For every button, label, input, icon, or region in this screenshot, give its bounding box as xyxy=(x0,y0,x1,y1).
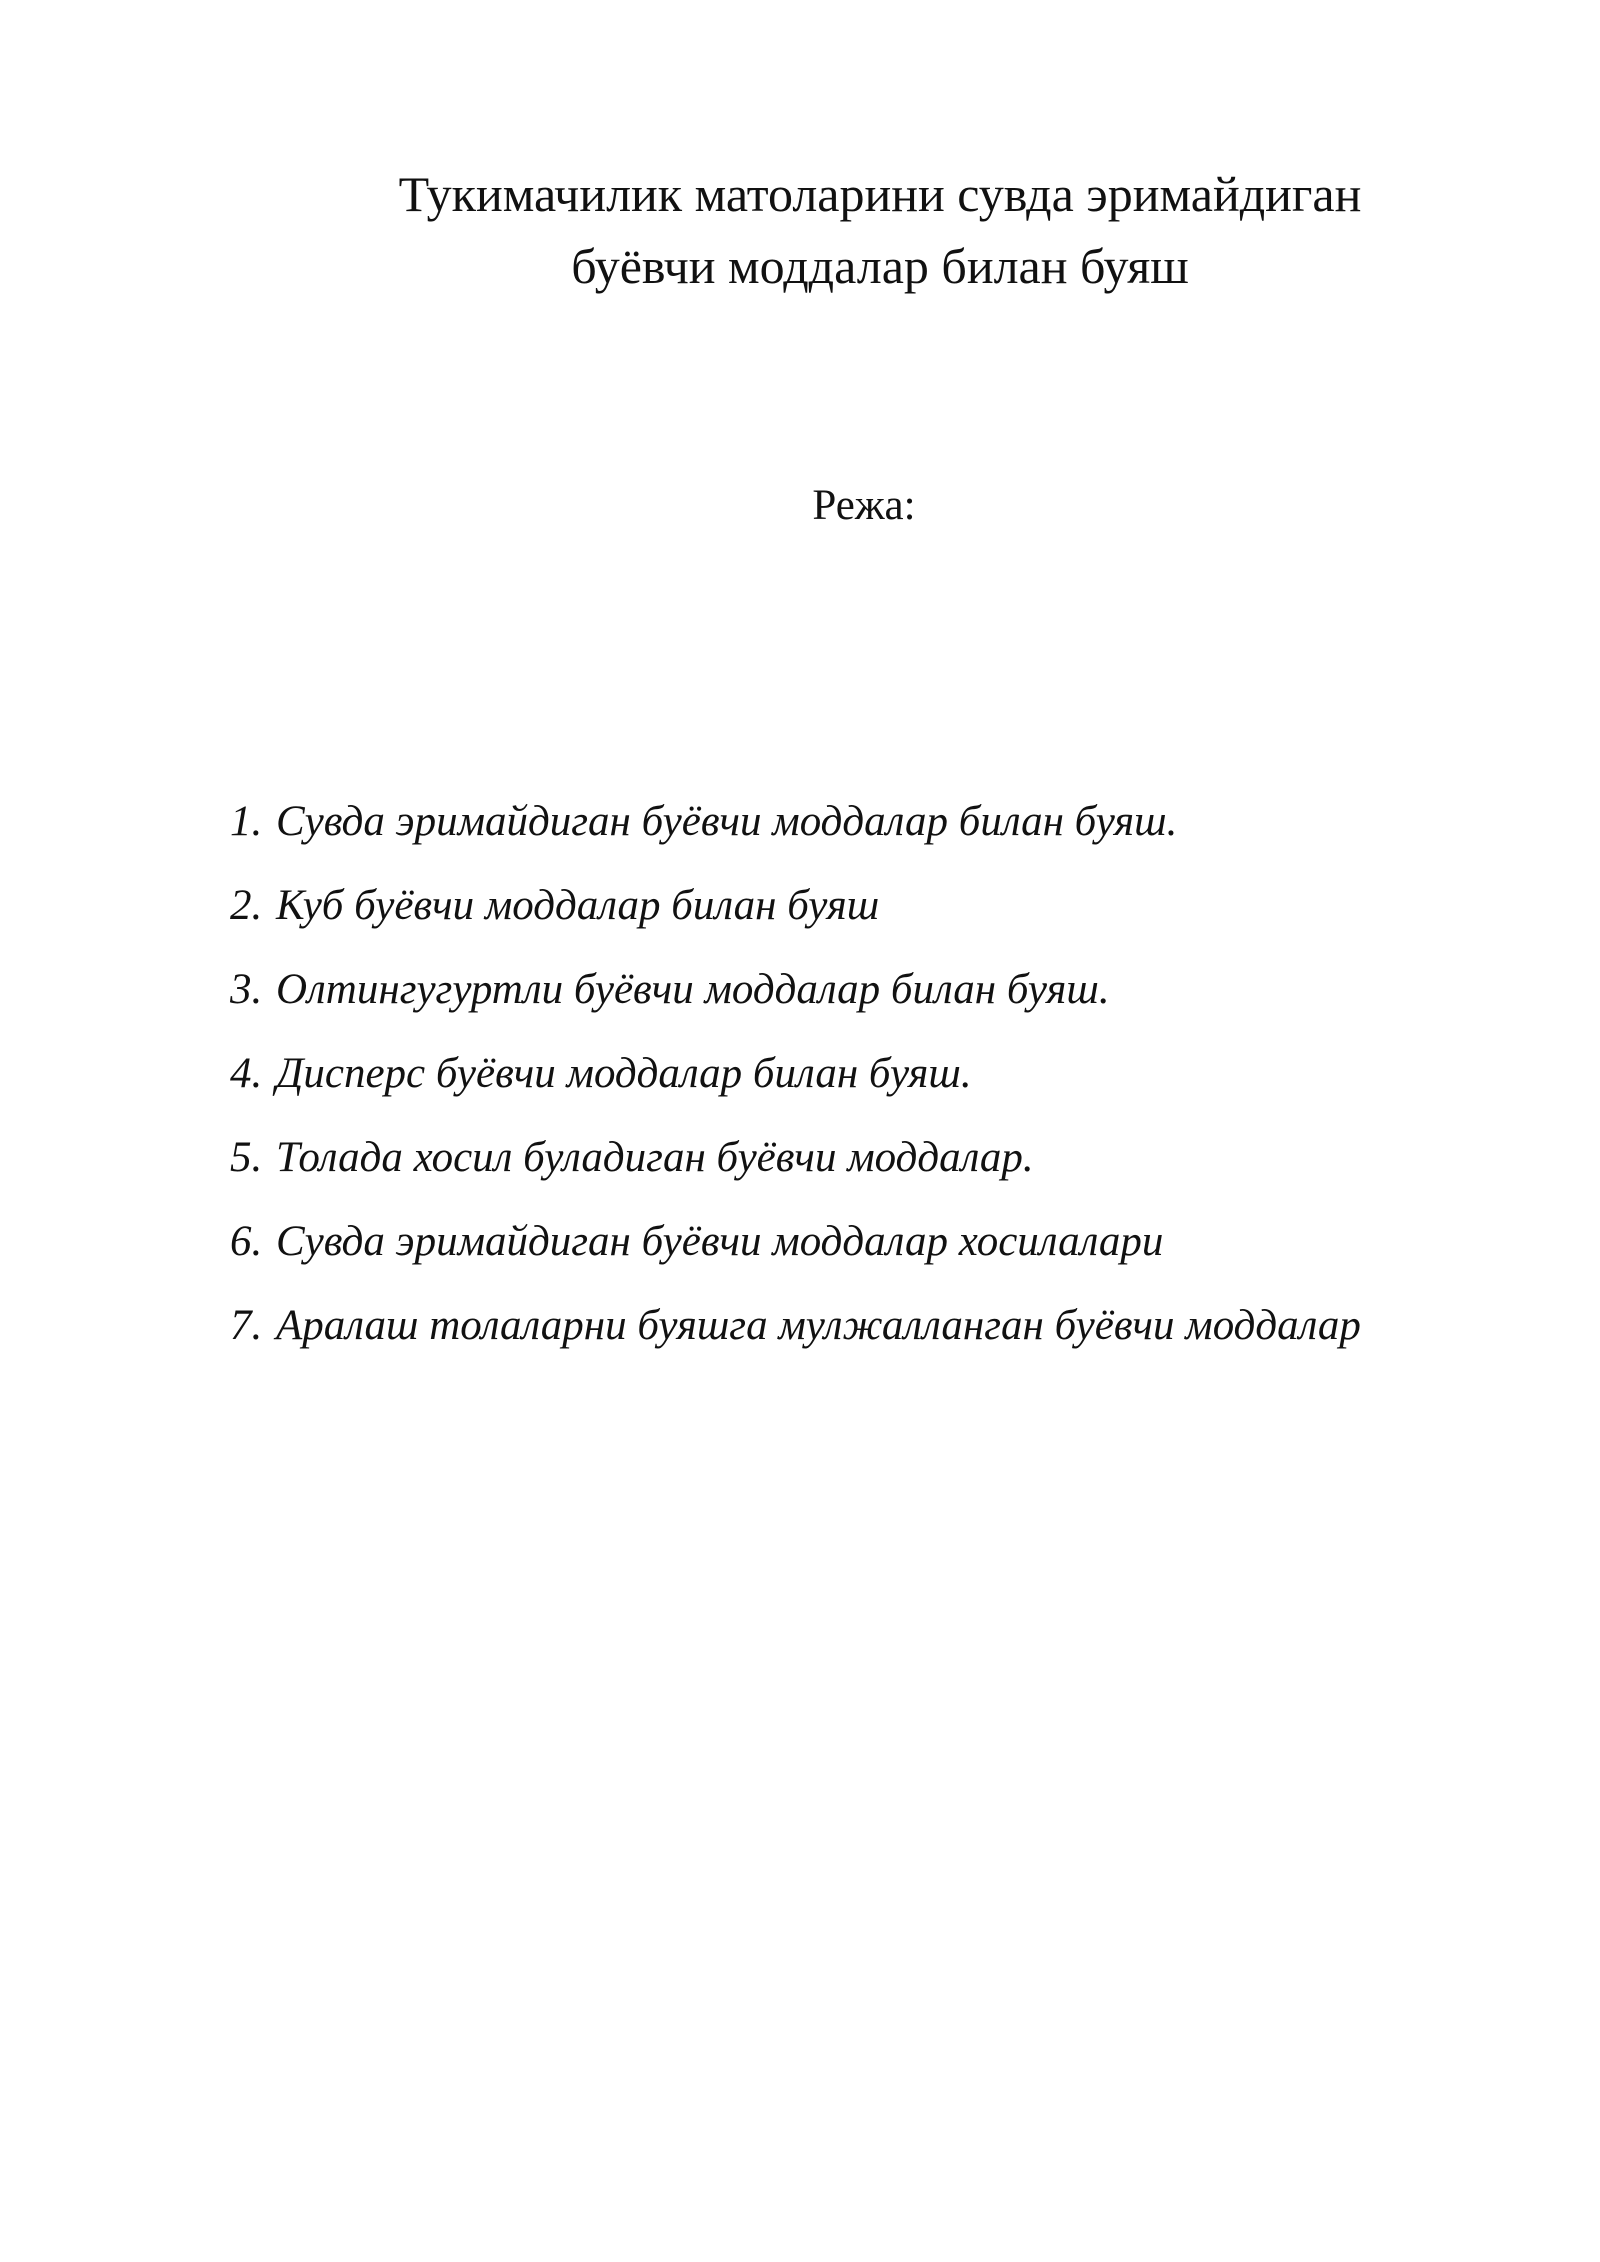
plan-item-1 xyxy=(230,780,1430,864)
plan-item-3 xyxy=(230,948,1430,1032)
plan-item-text: Сувда эримайдиган буёвчи моддалар билан буяш. xyxy=(276,798,1178,845)
plan-item-6 xyxy=(230,1200,1430,1284)
title-line-2: буёвчи моддалар билан буяш xyxy=(571,238,1189,294)
plan-item-number: 4. xyxy=(230,1050,263,1097)
plan-item-text: Толада хосил буладиган буёвчи моддалар. xyxy=(276,1134,1034,1181)
plan-item-number: 7. xyxy=(230,1302,263,1349)
plan-list xyxy=(230,780,1430,1368)
plan-heading: Режа: xyxy=(812,482,916,529)
plan-item-4 xyxy=(230,1032,1430,1116)
plan-item-number: 5. xyxy=(230,1134,263,1181)
title-line-1: Тукимачилик матоларини сувда эримайдиган xyxy=(398,166,1362,222)
document-title xyxy=(200,158,1560,302)
plan-item-number: 2. xyxy=(230,882,263,929)
plan-item-text: Куб буёвчи моддалар билан буяш xyxy=(276,882,880,929)
plan-item-5 xyxy=(230,1116,1430,1200)
plan-item-7 xyxy=(230,1284,1430,1368)
plan-item-text: Аралаш толаларни буяшга мулжалланган буёвчи моддалар xyxy=(276,1302,1361,1349)
plan-item-2 xyxy=(230,864,1430,948)
plan-item-text: Дисперс буёвчи моддалар билан буяш. xyxy=(276,1050,972,1097)
plan-item-number: 3. xyxy=(230,966,263,1013)
plan-item-number: 1. xyxy=(230,798,263,845)
plan-item-text: Сувда эримайдиган буёвчи моддалар хосилалари xyxy=(276,1218,1164,1265)
plan-item-number: 6. xyxy=(230,1218,263,1265)
plan-item-text: Олтингугуртли буёвчи моддалар билан буяш. xyxy=(276,966,1110,1013)
